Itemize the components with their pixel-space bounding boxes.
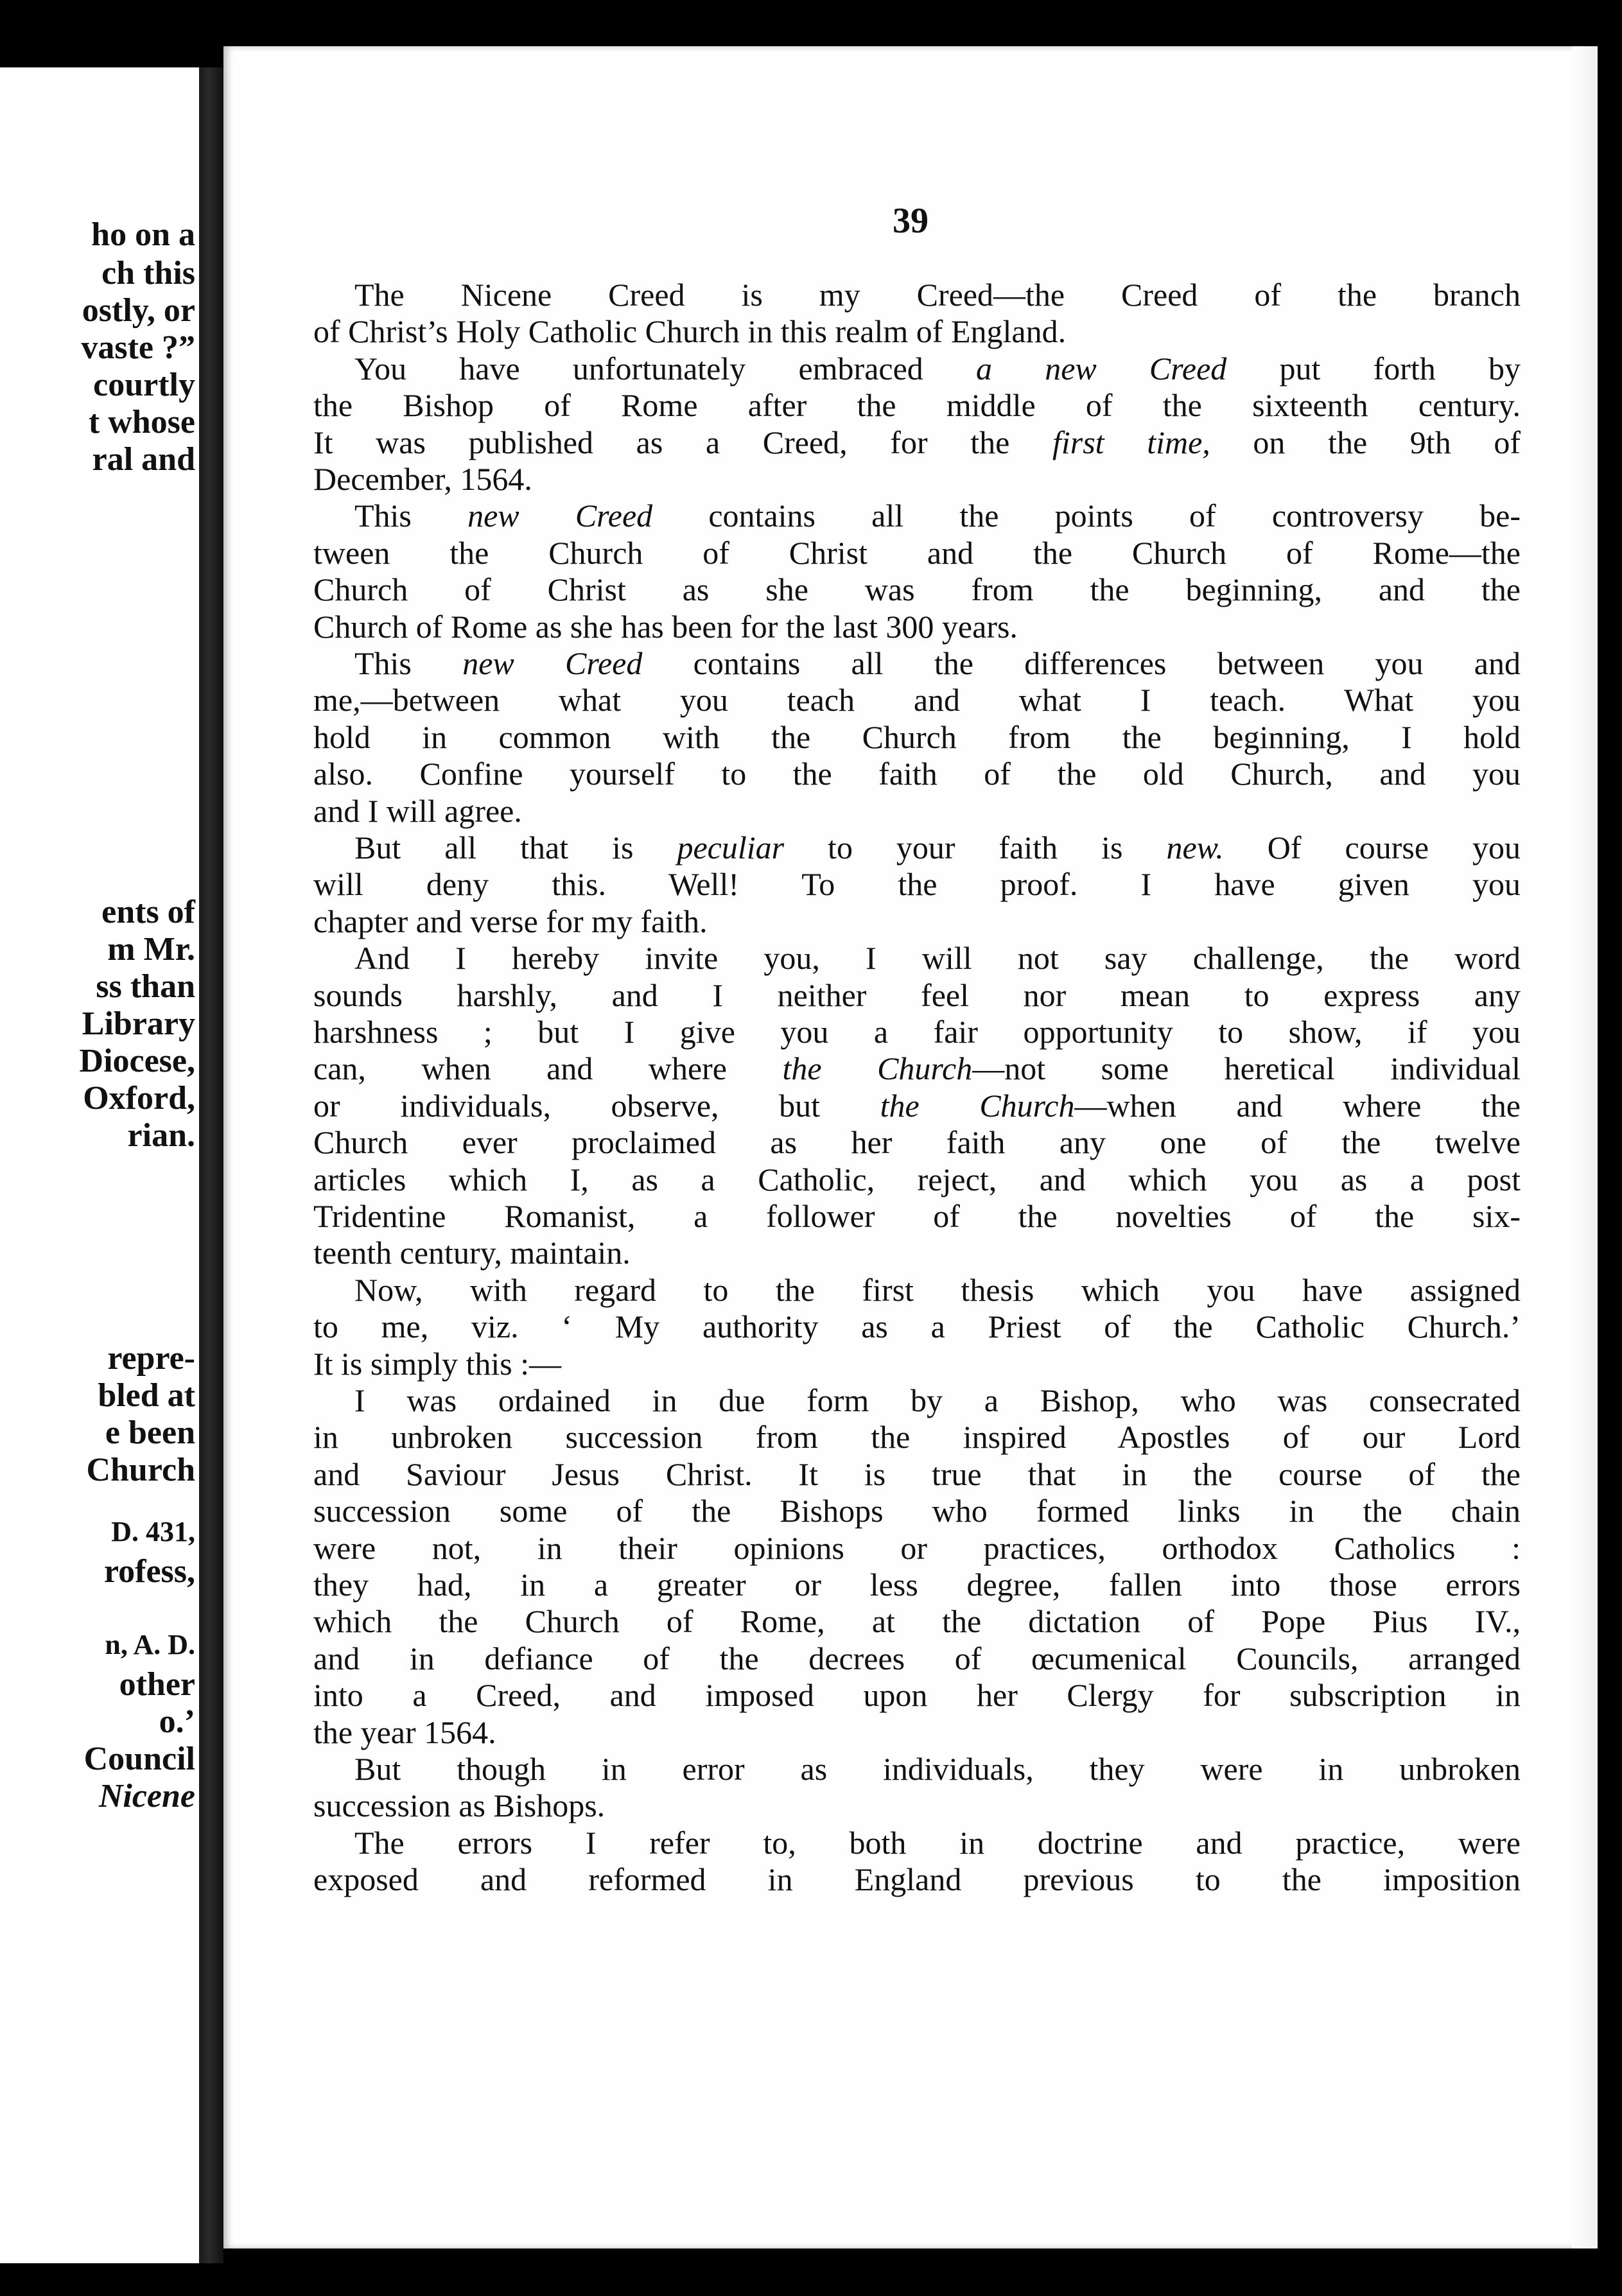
left-page-line: vaste ?” (81, 329, 195, 366)
facing-page-left (0, 67, 199, 2263)
text-run: can, when and where (313, 1050, 783, 1086)
text-run: Church of Rome as she has been for the last 300 years. (313, 609, 1018, 645)
text-run: contains all the points of controversy be- (652, 498, 1521, 534)
body-text-line (313, 500, 1521, 532)
body-text-line (313, 1090, 1521, 1122)
left-page-line: m Mr. (107, 931, 195, 968)
left-page-line: ho on a (91, 216, 195, 253)
italic-text: the Church (880, 1088, 1075, 1124)
text-run: But all that is (354, 830, 677, 865)
text-run: succession some of the Bishops who formed links in the chain (313, 1493, 1521, 1529)
text-run: I was ordained in due form by a Bishop, who was consecrated (354, 1382, 1521, 1418)
book-page (223, 46, 1598, 2248)
body-text-line (313, 1827, 1521, 1859)
text-run: they had, in a greater or less degree, fallen into those errors (313, 1567, 1521, 1603)
text-run: —not some heretical individual (972, 1050, 1521, 1086)
text-run: succession as Bishops. (313, 1787, 606, 1823)
text-run: of Christ’s Holy Catholic Church in this realm of England. (313, 313, 1067, 349)
text-run: put forth by (1226, 351, 1521, 387)
body-text-line (313, 352, 1521, 385)
text-run: will deny this. Well! To the proof. I have given you (313, 866, 1521, 902)
text-run: contains all the differences between you and (642, 645, 1521, 681)
body-text-line (313, 1052, 1521, 1084)
body-text-line (313, 1274, 1521, 1306)
italic-text: new. (1166, 830, 1224, 865)
text-run: the year 1564. (313, 1714, 496, 1750)
body-text-line (313, 611, 1521, 643)
text-run: Tridentine Romanist, a follower of the novelties of the six- (313, 1198, 1521, 1234)
body-text-line (313, 1163, 1521, 1196)
body-text-line (313, 315, 1521, 347)
body-text-line (313, 1605, 1521, 1637)
left-page-line: n, A. D. (105, 1629, 195, 1660)
body-text-line (313, 1532, 1521, 1564)
body-text-line (313, 1384, 1521, 1416)
page-number: 39 (893, 201, 929, 241)
text-run: exposed and reformed in England previous to the imposition (313, 1861, 1521, 1897)
text-run: The Nicene Creed is my Creed—the Creed of the branch (354, 277, 1521, 313)
text-run: It is simply this :— (313, 1346, 562, 1382)
text-run: —when and where the (1074, 1088, 1521, 1124)
body-text-line (313, 1753, 1521, 1785)
text-run: Church ever proclaimed as her faith any one of the twelve (313, 1124, 1521, 1160)
left-page-line: Church (86, 1452, 195, 1488)
text-run: Of course you (1223, 830, 1521, 865)
text-run: to me, viz. ‘ My authority as a Priest of the Catholic Church.’ (313, 1309, 1521, 1344)
text-run: me,—between what you teach and what I teach. What you (313, 682, 1521, 718)
body-text-line (313, 831, 1521, 864)
body-text-line (313, 279, 1521, 311)
left-page-line: bled at (98, 1377, 195, 1414)
text-run: But though in error as individuals, they were in unbroken (354, 1751, 1521, 1787)
body-text-line (313, 537, 1521, 569)
body-text-line (313, 1789, 1521, 1822)
text-run: in unbroken succession from the inspired Apostles of our Lord (313, 1419, 1521, 1455)
body-text-line (313, 1237, 1521, 1269)
text-run: and Saviour Jesus Christ. It is true that in the course of the (313, 1456, 1521, 1492)
left-page-line: D. 431, (111, 1516, 195, 1547)
text-run: which the Church of Rome, at the dictation of Pope Pius IV., (313, 1603, 1521, 1639)
text-run: and I will agree. (313, 793, 522, 829)
body-text-line (313, 795, 1521, 827)
body-text-line (313, 389, 1521, 421)
text-run: the Bishop of Rome after the middle of the sixteenth century. (313, 387, 1521, 423)
italic-text: first time, (1052, 424, 1210, 460)
body-text-line (313, 1458, 1521, 1490)
text-run: This (354, 645, 463, 681)
text-run: tween the Church of Christ and the Church of Rome—the (313, 535, 1521, 571)
left-page-line: rofess, (103, 1553, 195, 1590)
body-text-line (313, 1016, 1521, 1048)
body-text-line (313, 684, 1521, 716)
italic-text: new Creed (462, 645, 643, 681)
italic-text: peculiar (677, 830, 785, 865)
left-page-line: ss than (96, 968, 195, 1005)
left-page-line: Nicene (98, 1778, 195, 1814)
left-page-line: rian. (127, 1117, 195, 1154)
italic-text: the Church (782, 1050, 973, 1086)
body-text-line (313, 463, 1521, 495)
body-text-line (313, 979, 1521, 1011)
body-text-line (313, 1421, 1521, 1453)
left-page-line: t whose (88, 404, 195, 440)
left-page-line: ostly, or (82, 292, 195, 329)
body-text-line (313, 647, 1521, 679)
body-text-line (313, 1679, 1521, 1711)
text-run: into a Creed, and imposed upon her Clergy for subscription in (313, 1677, 1521, 1713)
body-text-line (313, 868, 1521, 900)
italic-text: a new Creed (975, 351, 1227, 387)
body-text-line (313, 1310, 1521, 1343)
left-page-line: Council (83, 1741, 195, 1777)
italic-text: new Creed (467, 498, 653, 534)
text-run: were not, in their opinions or practices, orthodox Catholics : (313, 1530, 1521, 1566)
text-run: articles which I, as a Catholic, reject, and which you as a post (313, 1161, 1521, 1197)
text-run: And I hereby invite you, I will not say challenge, the word (354, 940, 1521, 976)
body-text-line (313, 942, 1521, 974)
text-run: and in defiance of the decrees of œcumenical Councils, arranged (313, 1640, 1521, 1676)
body-text-line (313, 1200, 1521, 1232)
left-page-line: Diocese, (79, 1043, 195, 1079)
left-page-line: ral and (92, 441, 195, 478)
text-run: also. Confine yourself to the faith of the old Church, and you (313, 756, 1521, 792)
body-text-line (313, 1348, 1521, 1380)
text-run: Church of Christ as she was from the beginning, and the (313, 571, 1521, 607)
body-text-line (313, 905, 1521, 937)
text-run: This (354, 498, 468, 534)
left-page-line: ents of (101, 894, 195, 930)
text-run: to your faith is (784, 830, 1167, 865)
body-text-line (313, 1569, 1521, 1601)
body-text-line (313, 721, 1521, 753)
text-run: on the 9th of (1210, 424, 1521, 460)
left-page-line: other (119, 1666, 195, 1703)
text-run: harshness ; but I give you a fair opportunity to show, if you (313, 1014, 1521, 1050)
text-run: or individuals, observe, but (313, 1088, 880, 1124)
text-run: teenth century, maintain. (313, 1235, 631, 1271)
body-text-line (313, 573, 1521, 605)
left-page-line: Library (82, 1005, 195, 1042)
left-page-line: ch this (101, 255, 195, 291)
book-gutter (199, 67, 223, 2263)
body-text-line (313, 1642, 1521, 1674)
page-edge (1572, 46, 1598, 2248)
body-text-line (313, 1126, 1521, 1158)
text-run: chapter and verse for my faith. (313, 903, 708, 939)
text-run: Now, with regard to the first thesis which you have assigned (354, 1272, 1521, 1308)
left-page-line: repre- (107, 1340, 195, 1377)
text-run: It was published as a Creed, for the (313, 424, 1052, 460)
left-page-line: e been (105, 1414, 195, 1451)
body-text-line (313, 1716, 1521, 1748)
body-text-line (313, 426, 1521, 458)
left-page-line: o.’ (159, 1703, 195, 1740)
body-text-line (313, 1495, 1521, 1527)
text-run: sounds harshly, and I neither feel nor mean to express any (313, 977, 1521, 1013)
left-page-line: courtly (93, 367, 195, 403)
text-run: The errors I refer to, both in doctrine and practice, were (354, 1825, 1521, 1861)
text-run: December, 1564. (313, 461, 532, 497)
text-run: You have unfortunately embraced (354, 351, 976, 387)
left-page-line: Oxford, (83, 1080, 195, 1117)
body-text-line (313, 1863, 1521, 1895)
body-text-line (313, 758, 1521, 790)
text-run: hold in common with the Church from the beginning, I hold (313, 719, 1521, 755)
